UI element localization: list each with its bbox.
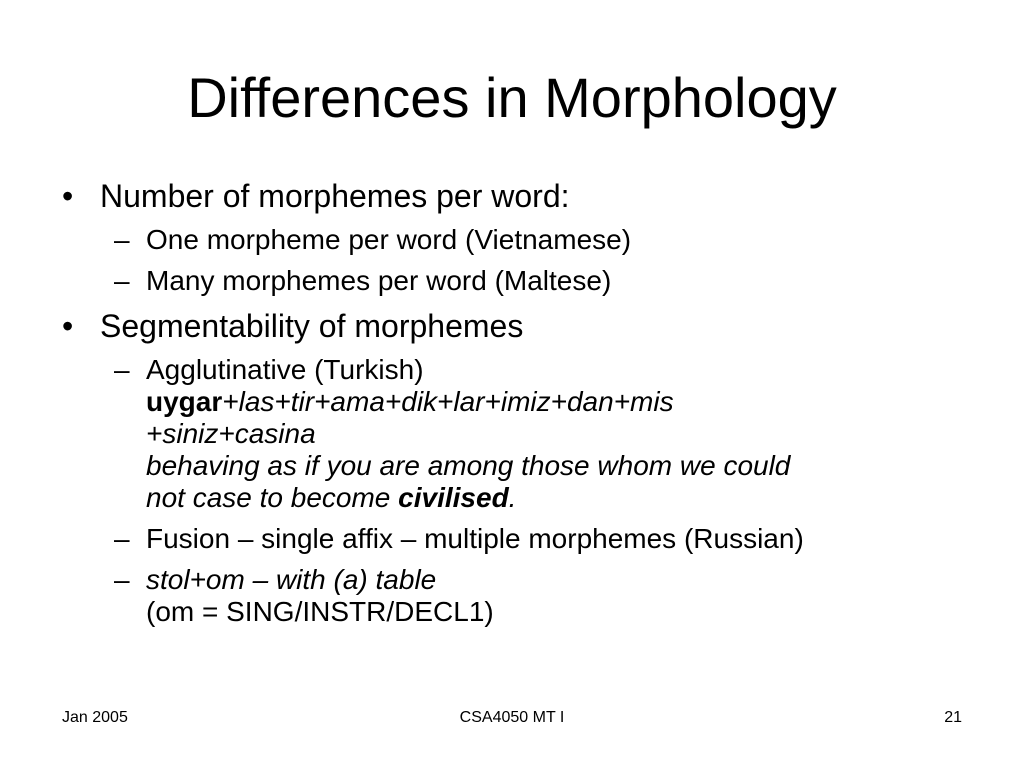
example-root: uygar: [146, 386, 223, 417]
turkish-example-word: [146, 386, 982, 418]
footer-date: Jan 2005: [62, 709, 128, 726]
sub-bullet-maltese: [62, 265, 982, 297]
bullet-morphemes-per-word: [62, 176, 982, 216]
sub-bullet-text: Agglutinative (Turkish): [146, 354, 424, 385]
dash-marker: –: [114, 224, 130, 255]
dash-marker: –: [114, 564, 130, 595]
example-gloss-line-2: [146, 482, 982, 514]
bullet-segmentability: [62, 306, 982, 346]
slide-body: [62, 176, 982, 637]
example-suffixes: +las+tir+ama+dik+lar+imiz+dan+mis: [222, 386, 674, 417]
sub-bullet-text: Fusion – single affix – multiple morphemes (Russian): [146, 523, 804, 554]
gloss-emphasis: civilised: [398, 482, 509, 513]
gloss-period: .: [508, 482, 517, 513]
dash-marker: –: [114, 523, 130, 554]
sub-bullet-text: One morpheme per word (Vietnamese): [146, 224, 632, 255]
bullet-marker: •: [62, 308, 74, 344]
sub-bullet-text: stol+om – with (a) table: [146, 564, 437, 595]
bullet-text: Number of morphemes per word:: [100, 178, 570, 214]
dash-marker: –: [114, 265, 130, 296]
bullet-marker: •: [62, 178, 74, 214]
example-gloss-line-1: behaving as if you are among those whom we could: [146, 450, 791, 481]
bullet-text: Segmentability of morphemes: [100, 308, 524, 344]
sub-bullet-vietnamese: [62, 224, 982, 256]
sub-bullet-agglutinative: [62, 354, 982, 514]
example-suffixes-continued: +siniz+casina: [146, 418, 316, 449]
gloss-text: not case to become: [146, 482, 399, 513]
footer-course: CSA4050 MT I: [459, 709, 565, 726]
sub-bullet-text: Many morphemes per word (Maltese): [146, 265, 612, 296]
sub-bullet-fusion: [62, 523, 982, 555]
footer-page-number: 21: [944, 709, 962, 726]
sub-bullet-stol-om: [62, 564, 982, 628]
dash-marker: –: [114, 354, 130, 385]
slide-title: Differences in Morphology: [187, 66, 837, 129]
sub-bullet-gloss: (om = SING/INSTR/DECL1): [146, 596, 494, 627]
